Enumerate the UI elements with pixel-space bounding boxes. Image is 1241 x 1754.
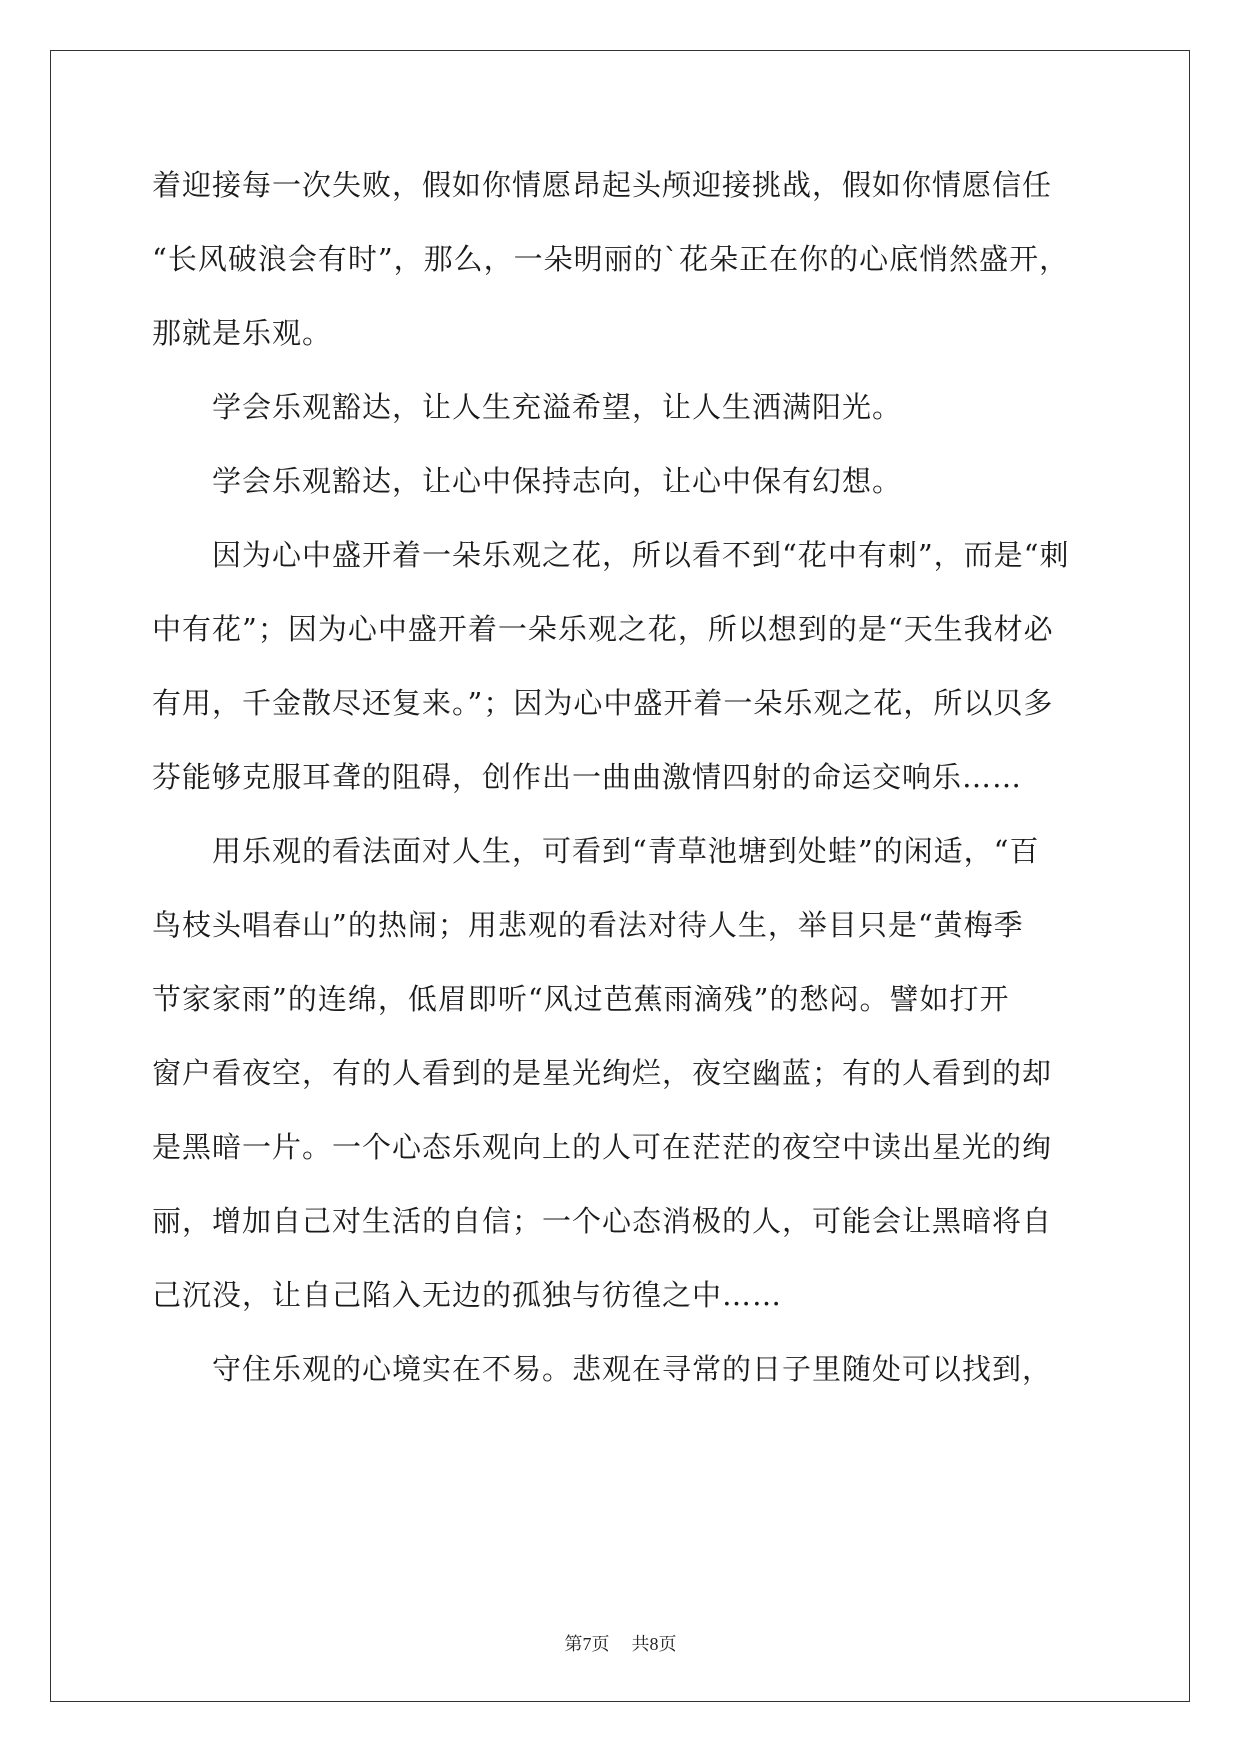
page-border	[50, 50, 1190, 1702]
text-line: 节家家雨”的连绵，低眉即听“风过芭蕉雨滴残”的愁闷。譬如打开	[152, 982, 1010, 1016]
page-number: 第7页	[564, 1634, 610, 1654]
text-line: 中有花”；因为心中盛开着一朵乐观之花，所以想到的是“天生我材必	[152, 612, 1054, 646]
text-line: 学会乐观豁达，让心中保持志向，让心中保有幻想。	[152, 464, 903, 498]
text-line: 用乐观的看法面对人生，可看到“青草池塘到处蛙”的闲适，“百	[152, 834, 1040, 868]
page-footer	[0, 1630, 1241, 1656]
page-total: 共8页	[631, 1634, 677, 1654]
text-line: 着迎接每一次失败，假如你情愿昂起头颅迎接挑战，假如你情愿信任	[152, 168, 1053, 202]
text-line: 学会乐观豁达，让人生充溢希望，让人生洒满阳光。	[152, 390, 903, 424]
text-line: 芬能够克服耳聋的阻碍，创作出一曲曲激情四射的命运交响乐……	[152, 760, 1023, 794]
text-line: 是黑暗一片。一个心态乐观向上的人可在茫茫的夜空中读出星光的绚	[152, 1130, 1053, 1164]
text-line: 那就是乐观。	[152, 316, 333, 350]
text-line: 因为心中盛开着一朵乐观之花，所以看不到“花中有刺”，而是“刺	[152, 538, 1070, 572]
text-line: “长风破浪会有时”，那么，一朵明丽的`花朵正在你的心底悄然盛开，	[152, 242, 1070, 276]
text-line: 己沉没，让自己陷入无边的孤独与彷徨之中……	[152, 1278, 783, 1312]
text-line: 鸟枝头唱春山”的热闹；用悲观的看法对待人生，举目只是“黄梅季	[152, 908, 1024, 942]
text-line: 窗户看夜空，有的人看到的是星光绚烂，夜空幽蓝；有的人看到的却	[152, 1056, 1053, 1090]
text-line: 丽，增加自己对生活的自信；一个心态消极的人，可能会让黑暗将自	[152, 1204, 1053, 1238]
text-line: 守住乐观的心境实在不易。悲观在寻常的日子里随处可以找到，	[152, 1352, 1053, 1386]
text-line: 有用，千金散尽还复来。”；因为心中盛开着一朵乐观之花，所以贝多	[152, 686, 1054, 720]
